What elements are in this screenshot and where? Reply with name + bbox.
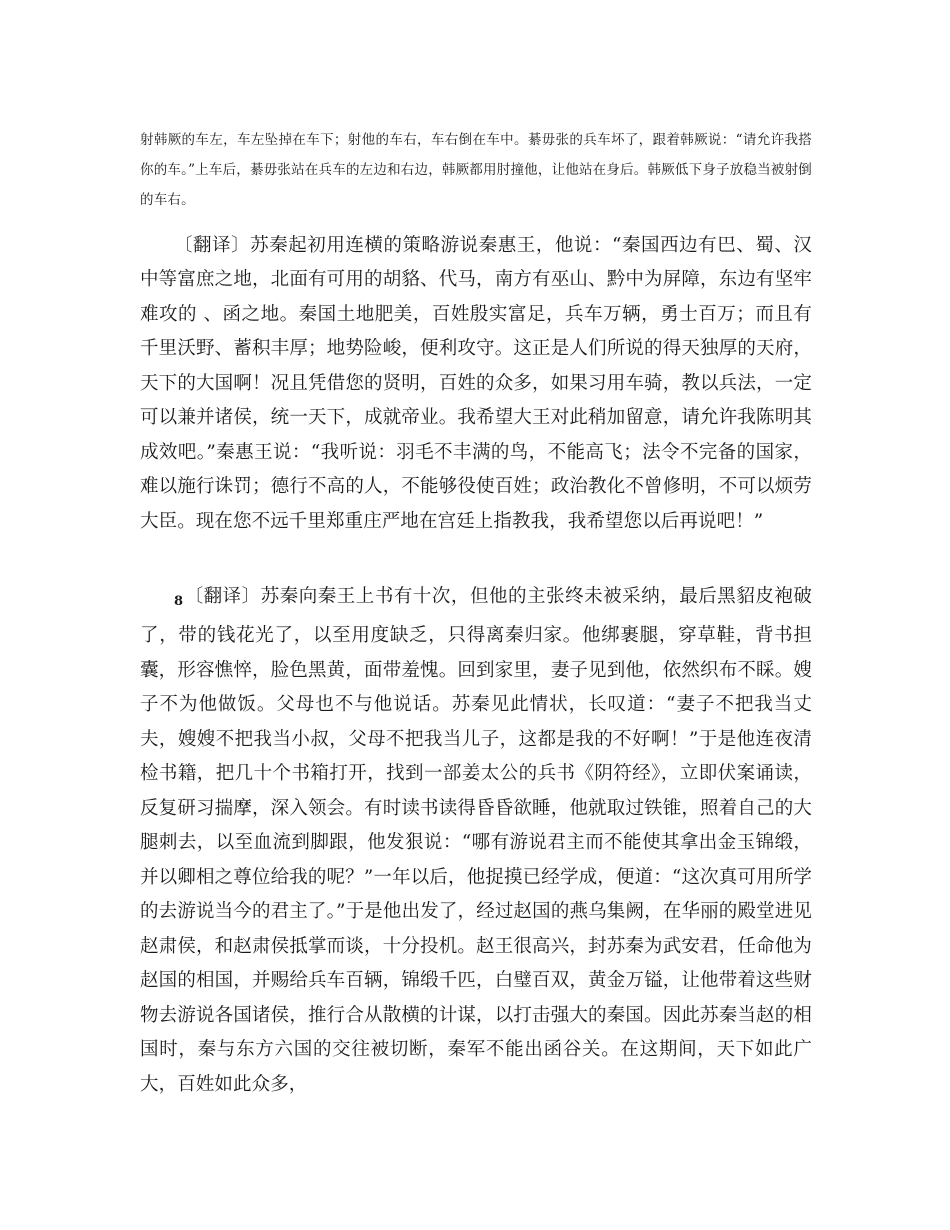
section-number: 8: [174, 593, 184, 609]
paragraph-previous-translation: 射韩厥的车左，车左坠掉在车下；射他的车右，车右倒在车中。綦毋张的兵车坏了，跟着韩厥说：“请允许我搭你的车。”上车后，綦毋张站在兵车的左边和右边，韩厥都用肘撞他，让他站在身后。韩厥低下身子放稳当被射倒的车右。: [140, 131, 812, 208]
paragraph-translation-7: 〔翻译〕苏秦起初用连横的策略游说秦惠王，他说：“秦国西边有巴、蜀、汉中等富庶之地，北面有可用的胡貉、代马，南方有巫山、黔中为屏障，东边有坚牢难攻的 、函之地。秦国土地肥美，百姓殷实富足，兵车万辆，勇士百万；而且有千里沃野、蓄积丰厚；地势险峻，便利攻守。这正是人们所说的得天独厚的天府，天下的大国啊！况且凭借您的贤明，百姓的众多，如果习用车骑，教以兵法，一定可以兼并诸侯，统一天下，成就帝业。我希望大王对此稍加留意，请允许我陈明其成效吧。”秦惠王说：“我听说：羽毛不丰满的鸟，不能高飞；法令不完备的国家，难以施行诛罚；德行不高的人，不能够役使百姓；政治教化不曾修明，不可以烦劳大臣。现在您不远千里郑重庄严地在宫廷上指教我，我希望您以后再说吧！”: [140, 234, 812, 532]
paragraph-translation-8: [140, 580, 812, 1103]
paragraph-translation-8-text: 〔翻译〕苏秦向秦王上书有十次，但他的主张终未被采纳，最后黑貂皮袍破了，带的钱花光了，以至用度缺乏，只得离秦归家。他绑裹腿，穿草鞋，背书担囊，形容憔悴，脸色黑黄，面带羞愧。回到家里，妻子见到他，依然织布不睬。嫂子不为他做饭。父母也不与他说话。苏秦见此情状，长叹道：“妻子不把我当丈夫，嫂嫂不把我当小叔，父母不把我当儿子，这都是我的不好啊！”于是他连夜清检书籍，把几十个书箱打开，找到一部姜太公的兵书《阴符经》，立即伏案诵读，反复研习揣摩，深入领会。有时读书读得昏昏欲睡，他就取过铁锥，照着自己的大腿刺去，以至血流到脚跟，他发狠说：“哪有游说君主而不能使其拿出金玉锦缎，并以卿相之尊位给我的呢？”一年以后，他捉摸已经学成，便道：“这次真可用所学的去游说当今的君主了。”于是他出发了，经过赵国的燕乌集阙，在华丽的殿堂进见赵肃侯，和赵肃侯抵掌而谈，十分投机。赵王很高兴，封苏秦为武安君，任命他为赵国的相国，并赐给兵车百辆，锦缎千匹，白璧百双，黄金万镒，让他带着这些财物去游说各国诸侯，推行合从散横的计谋，以打击强大的秦国。因此苏秦当赵的相国时，秦与东方六国的交往被切断，秦军不能出函谷关。在这期间，天下如此广大，百姓如此众多，: [140, 585, 812, 1095]
